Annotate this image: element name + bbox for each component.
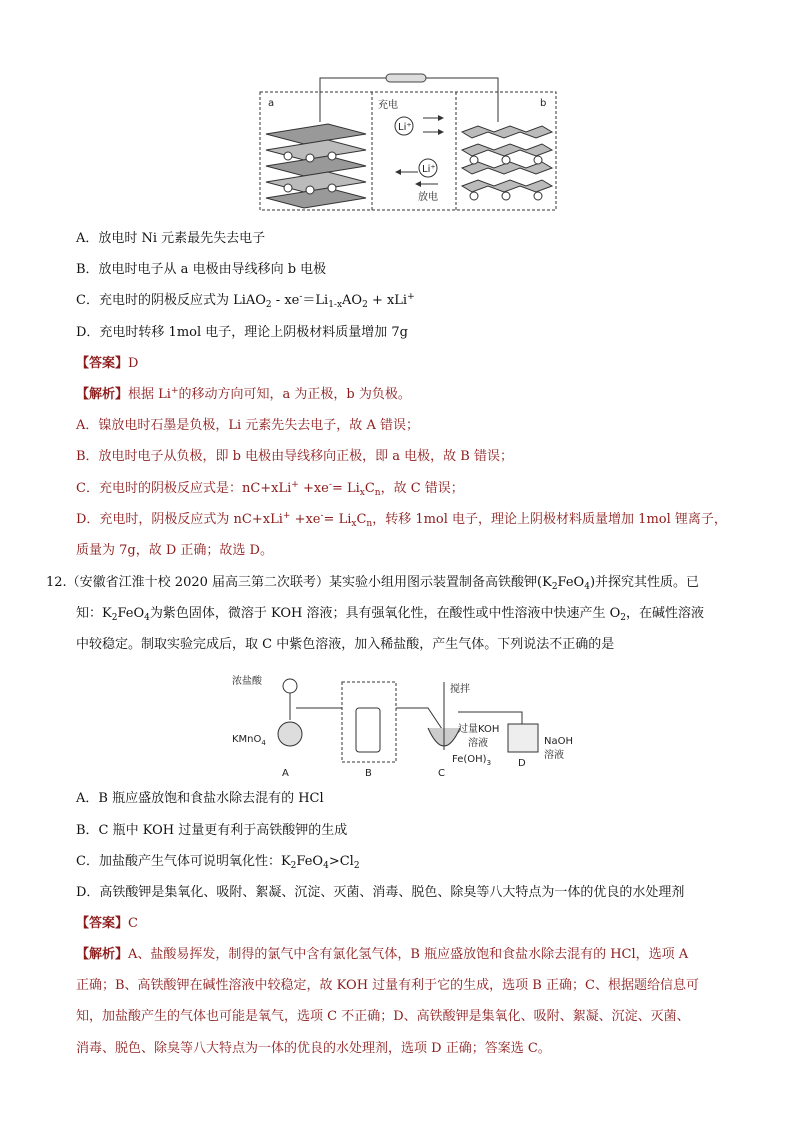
label-c: C bbox=[438, 768, 445, 779]
label-stir: 搅拌 bbox=[450, 684, 470, 695]
label-b: B bbox=[365, 768, 372, 779]
funnel-icon bbox=[283, 679, 297, 693]
electrode-b bbox=[462, 126, 552, 200]
q12-stem-1: 12.（安徽省江淮十校 2020 届高三第二次联考）某实验小组用图示装置制备高铁酸钾$(K_2FeO_4)$并探究其性质。已 bbox=[46, 575, 700, 592]
q12-stem-3: 中较稳定。制取实验完成后，取 C 中紫色溶液，加入稀盐酸，产生气体。下列说法不正确的是 bbox=[76, 637, 615, 652]
label-b: b bbox=[540, 98, 547, 109]
q12-analysis-4: 消毒、脱色、除臭等八大特点为一体的优良的水处理剂，选项 D 正确；答案选 C。 bbox=[76, 1041, 551, 1056]
q12-analysis-2: 正确；B、高铁酸钾在碱性溶液中较稳定，故 KOH 过量有利于它的生成，选项 B 正确；C、根据题给信息可 bbox=[76, 978, 699, 993]
q11-option-a: A．放电时 Ni 元素最先失去电子 bbox=[76, 231, 266, 246]
svg-text:KMnO4: KMnO$_4$ bbox=[232, 734, 266, 747]
q11-analysis-2: A．镍放电时石墨是负极，Li 元素先失去电子，故 A 错误； bbox=[76, 418, 419, 433]
label-a: a bbox=[268, 98, 275, 109]
q11-analysis-4: C．充电时的阴极反应式是：$nC+xLi^+ +xe^-= Li_xC_n$，故 C 错误； bbox=[76, 480, 464, 498]
label-discharge: 放电 bbox=[418, 192, 438, 203]
label-naoh-2: 溶液 bbox=[544, 750, 564, 761]
q11-analysis-5: D．充电时，阴极反应式为 $nC+xLi^+ +xe^-= Li_xC_n$，转移 1mol 电子，理论上阴极材料质量增加 1mol 锂离子， bbox=[76, 511, 727, 529]
battery-diagram bbox=[258, 72, 558, 212]
label-kmno4: KMnO bbox=[232, 734, 262, 745]
label-a: A bbox=[282, 768, 289, 779]
q12-option-a: A．B 瓶应盛放饱和食盐水除去混有的 HCl bbox=[76, 791, 324, 806]
q12-option-b: B．C 瓶中 KOH 过量更有利于高铁酸钾的生成 bbox=[76, 823, 348, 838]
q12-answer: 【答案】C bbox=[76, 916, 138, 931]
label-naoh-1: NaOH bbox=[544, 736, 573, 747]
bottle-b-icon bbox=[356, 708, 380, 752]
label-feoh: Fe(OH) bbox=[452, 754, 487, 765]
q12-option-d: D．高铁酸钾是集氧化、吸附、絮凝、沉淀、灭菌、消毒、脱色、除臭等八大特点为一体的优良的水处理剂 bbox=[76, 885, 685, 900]
q12-stem-2: 知：$K_2FeO_4$为紫色固体，微溶于 KOH 溶液；具有强氧化性，在酸性或中性溶液中快速产生 $O_2$，在碱性溶液 bbox=[76, 606, 705, 623]
label-conc-hcl: 浓盐酸 bbox=[232, 676, 262, 687]
label-charge: 充电 bbox=[378, 100, 398, 111]
apparatus-diagram bbox=[232, 672, 592, 782]
bulb-icon bbox=[386, 74, 426, 82]
q11-analysis-6: 质量为 7g，故 D 正确；故选 D。 bbox=[76, 543, 273, 558]
q11-option-c: C．充电时的阴极反应式为 LiAO$_2$ - $xe^-=Li_{1-x}AO_2 + xLi^+$ bbox=[76, 292, 415, 310]
q11-option-b: B．放电时电子从 a 电极由导线移向 b 电极 bbox=[76, 262, 327, 277]
label-d: D bbox=[518, 758, 526, 769]
q12-analysis-3: 知，加盐酸产生的气体也可能是氧气，选项 C 不正确；D、高铁酸钾是集氧化、吸附、絮凝、沉淀、灭菌、 bbox=[76, 1009, 690, 1024]
q11-analysis-1: 【解析】根据 Li+的移动方向可知，a 为正极，b 为负极。 bbox=[76, 386, 411, 402]
li-ion-2: Li⁺ bbox=[422, 164, 436, 175]
electrode-a bbox=[266, 124, 366, 208]
q12-analysis-1: 【解析】A、盐酸易挥发，制得的氯气中含有氯化氢气体，B 瓶应盛放饱和食盐水除去混有的 HCl，选项 A bbox=[76, 947, 689, 962]
svg-text:Fe(OH)3: $Fe(OH)_3$ bbox=[452, 754, 492, 767]
flask-a-icon bbox=[278, 722, 302, 746]
q12-option-c: C．加盐酸产生气体可说明氧化性：$K_2FeO_4>Cl_2$ bbox=[76, 854, 360, 871]
q11-analysis-3: B．放电时电子从负极，即 b 电极由导线移向正极，即 a 电极，故 B 错误； bbox=[76, 449, 513, 464]
label-koh-1: 过量KOH bbox=[458, 724, 500, 735]
q11-answer: 【答案】D bbox=[76, 356, 139, 371]
li-ion-1: Li⁺ bbox=[398, 122, 412, 133]
label-koh-2: 溶液 bbox=[468, 738, 488, 749]
q11-option-d: D．充电时转移 1mol 电子，理论上阴极材料质量增加 7g bbox=[76, 325, 408, 340]
beaker-d-icon bbox=[508, 724, 538, 752]
